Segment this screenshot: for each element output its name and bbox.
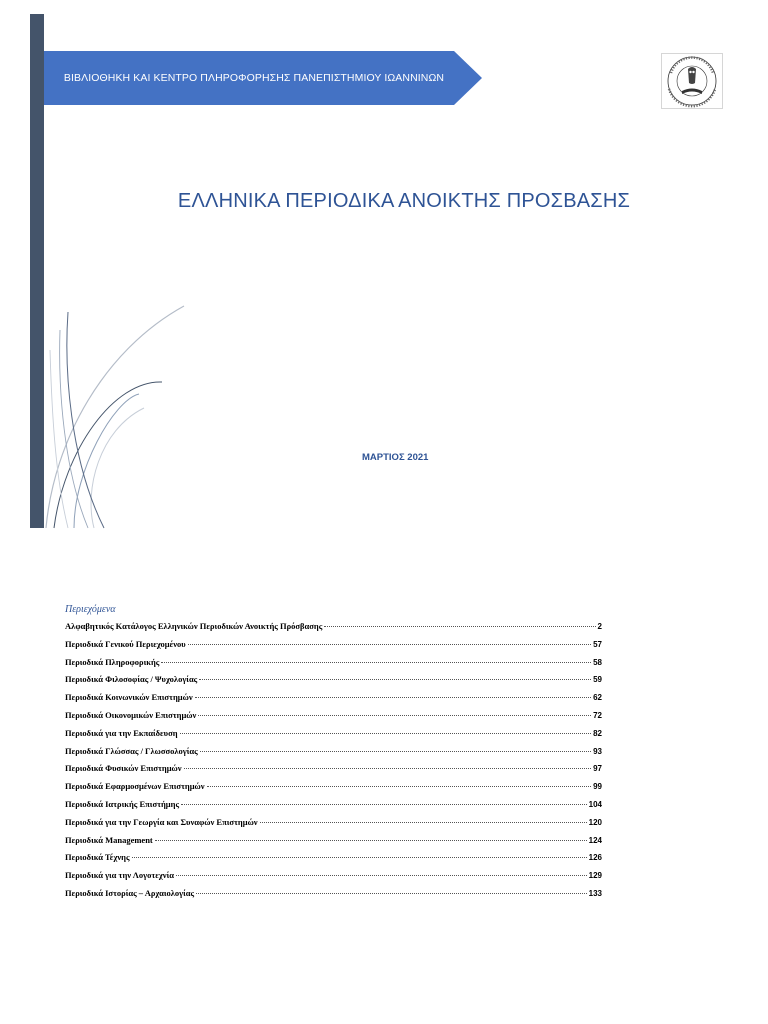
toc-entry[interactable] [65,835,602,853]
toc-entry[interactable] [65,710,602,728]
toc-leader-dots [200,751,591,752]
toc-leader-dots [181,804,587,805]
toc-leader-dots [260,822,587,823]
toc-entry[interactable] [65,763,602,781]
toc-heading: Περιεχόμενα [65,604,116,615]
toc-entry-label: Περιοδικά Ιστορίας – Αρχαιολογίας [65,887,195,898]
toc-leader-dots [188,644,591,645]
toc-entry-page: 59 [593,675,602,685]
toc-entry-page: 97 [593,764,602,774]
toc-leader-dots [195,697,591,698]
toc-entry-label: Περιοδικά Γενικού Περιεχομένου [65,638,186,649]
toc-entry-label: Περιοδικά Οικονομικών Επιστημών [65,709,197,720]
toc-entry-page: 129 [588,871,602,881]
toc-entry-label: Περιοδικά Τέχνης [65,852,130,863]
toc-entry-page: 72 [593,710,602,720]
toc-entry[interactable] [65,852,602,870]
toc-entry[interactable] [65,639,602,657]
toc-entry[interactable] [65,799,602,817]
toc-entry-label: Περιοδικά για την Λογοτεχνία [65,870,174,881]
toc-entry-page: 124 [588,835,602,845]
toc-entry[interactable] [65,888,602,906]
decorative-curves [44,290,194,530]
toc-leader-dots [207,786,592,787]
header-banner [44,51,482,105]
toc-entry[interactable] [65,817,602,835]
toc-entry[interactable] [65,657,602,675]
toc-entry-page: 62 [593,693,602,703]
toc-leader-dots [161,662,591,663]
toc-entry[interactable] [65,621,602,639]
toc-entry-page: 58 [593,657,602,667]
toc-entry-label: Περιοδικά Management [65,834,153,845]
document-title: ΕΛΛΗΝΙΚΑ ΠΕΡΙΟΔΙΚΑ ΑΝΟΙΚΤΗΣ ΠΡΟΣΒΑΣΗΣ [177,190,631,212]
toc-leader-dots [184,768,592,769]
toc-entry-page: 104 [588,799,602,809]
toc-entry-label: Περιοδικά Γλώσσας / Γλωσσολογίας [65,745,198,756]
toc-entry-label: Περιοδικά Ιατρικής Επιστήμης [65,798,180,809]
toc-entry-page: 2 [597,622,602,631]
sidebar-accent-bar [30,14,44,528]
toc-entry-page: 126 [588,853,602,863]
toc-leader-dots [324,626,595,627]
toc-leader-dots [196,893,587,894]
toc-entry-page: 93 [593,746,602,756]
toc-entry-page: 133 [588,888,602,898]
toc-entry-label: Περιοδικά Φυσικών Επιστημών [65,763,182,774]
toc-entry-page: 82 [593,728,602,738]
toc-entry[interactable] [65,870,602,888]
toc-entry-label: Περιοδικά Φιλοσοφίας / Ψυχολογίας [65,674,198,685]
toc-entry[interactable] [65,781,602,799]
toc-entry[interactable] [65,692,602,710]
toc-entry-page: 120 [588,817,602,827]
toc-entry-label: Αλφαβητικός Κατάλογος Ελληνικών Περιοδικών Ανοικτής Πρόσβασης [65,621,323,631]
toc-entry[interactable] [65,674,602,692]
toc-entry[interactable] [65,728,602,746]
toc-leader-dots [176,875,587,876]
toc-entry-label: Περιοδικά για την Γεωργία και Συναφών Επιστημών [65,816,258,827]
toc-leader-dots [132,857,587,858]
publication-date: ΜΑΡΤΙΟΣ 2021 [362,452,429,463]
toc-entry-label: Περιοδικά για την Εκπαίδευση [65,727,178,738]
toc-entry-page: 99 [593,782,602,792]
toc-entry-label: Περιοδικά Κοινωνικών Επιστημών [65,692,193,703]
toc-leader-dots [199,679,591,680]
toc-leader-dots [155,840,587,841]
toc-leader-dots [180,733,592,734]
toc-entry-page: 57 [593,639,602,649]
toc-leader-dots [198,715,591,716]
toc-entry-label: Περιοδικά Εφαρμοσμένων Επιστημών [65,781,205,792]
toc-entry-label: Περιοδικά Πληροφορικής [65,656,160,667]
library-seal-logo [661,53,723,109]
toc-entry[interactable] [65,746,602,764]
institution-name: ΒΙΒΛΙΟΘΗΚΗ ΚΑΙ ΚΕΝΤΡΟ ΠΛΗΡΟΦΟΡΗΣΗΣ ΠΑΝΕΠΙΣΤΗΜΙΟΥ ΙΩΑΝΝΙΝΩΝ [63,72,445,84]
table-of-contents [65,621,602,906]
